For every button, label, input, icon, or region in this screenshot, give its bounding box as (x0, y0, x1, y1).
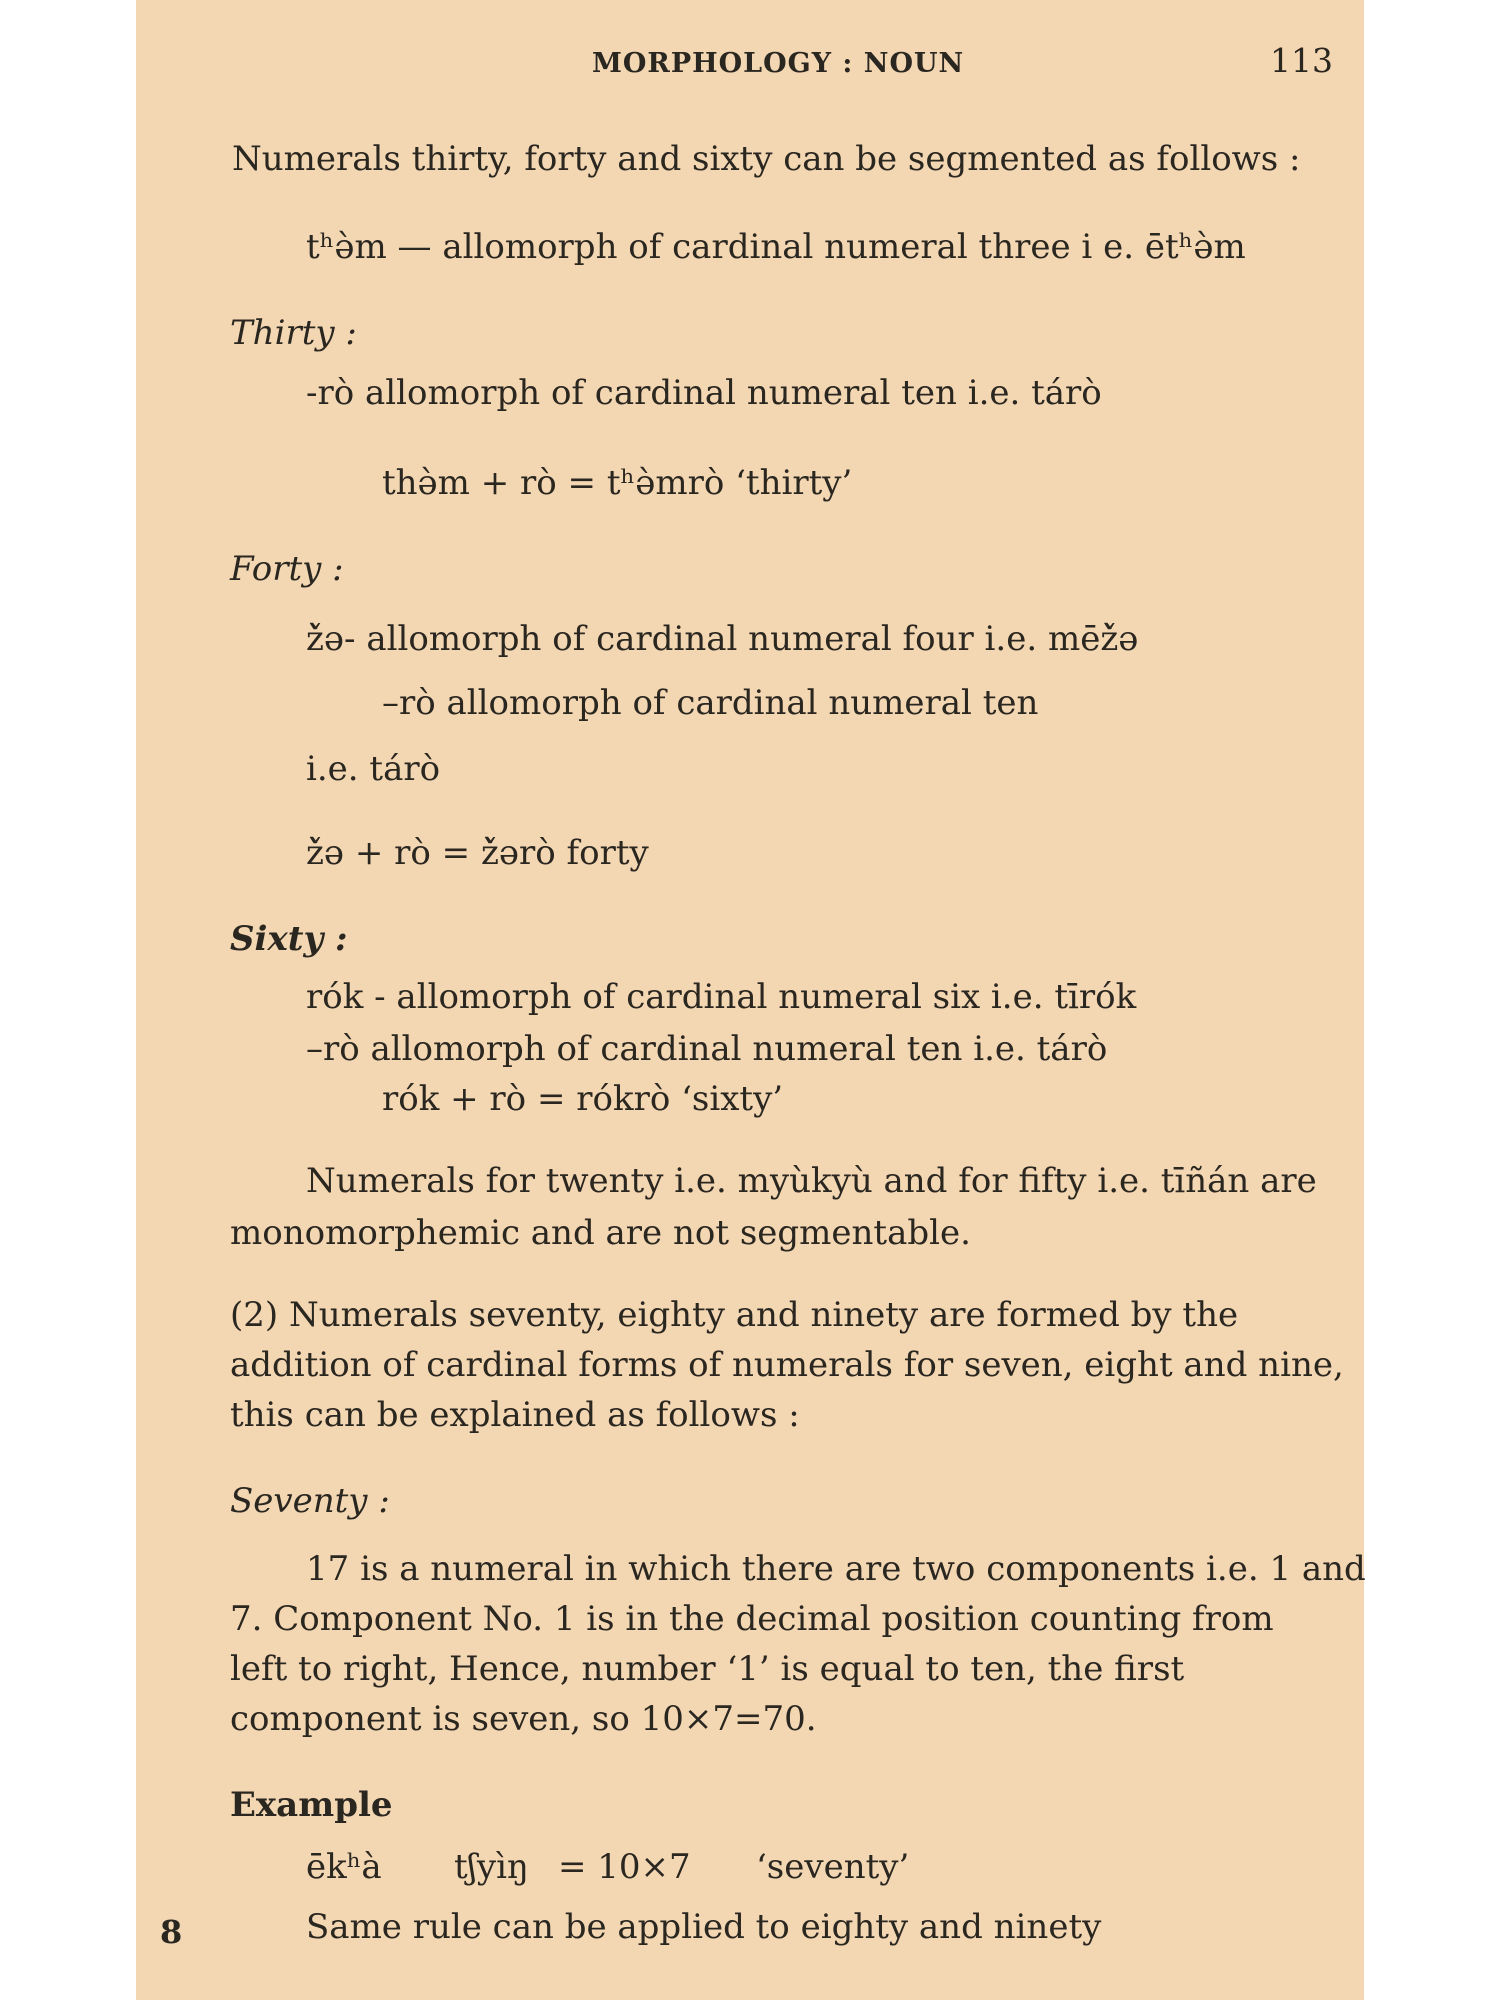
twenty-fifty-line1: Numerals for twenty i.e. myùkyù and for fifty i.e. tīñán are (306, 1161, 1317, 1201)
forty-ten-line: –rò allomorph of cardinal numeral ten (382, 683, 1039, 723)
sixty-heading: Sixty : (230, 919, 348, 959)
seventy-line2: 7. Component No. 1 is in the decimal position counting from (230, 1599, 1274, 1639)
example-gloss: ‘seventy’ (756, 1847, 910, 1887)
seventy-heading: Seventy : (230, 1481, 390, 1521)
section2-line3: this can be explained as follows : (230, 1395, 800, 1435)
sixty-ten-line: –rò allomorph of cardinal numeral ten i.e. tárò (306, 1029, 1108, 1069)
thirty-heading: Thirty : (230, 313, 357, 353)
intro-paragraph: Numerals thirty, forty and sixty can be segmented as follows : (232, 139, 1301, 179)
example-word-ekha: ēkʰà (306, 1847, 382, 1887)
forty-ie-line: i.e. tárò (306, 749, 441, 789)
sixty-allomorph-line: rók - allomorph of cardinal numeral six i.e. tīrók (306, 977, 1137, 1017)
signature-mark: 8 (160, 1913, 183, 1951)
example-word-tfying: tʃyìŋ (454, 1847, 529, 1887)
section2-line1: (2) Numerals seventy, eighty and ninety are formed by the (230, 1295, 1239, 1335)
forty-heading: Forty : (230, 549, 344, 589)
thirty-allomorph-line: -rò allomorph of cardinal numeral ten i.e. tárò (306, 373, 1102, 413)
section2-line2: addition of cardinal forms of numerals for seven, eight and nine, (230, 1345, 1344, 1385)
sixty-formula: rók + rò = rókrò ‘sixty’ (382, 1079, 784, 1119)
example-equation: = 10×7 (558, 1847, 691, 1887)
tham-allomorph-line: tʰə̀m — allomorph of cardinal numeral three i e. ētʰə̀m (306, 227, 1246, 267)
forty-formula: ž̀ə + rò = ž̀ərò forty (306, 833, 649, 873)
example-heading: Example (230, 1785, 393, 1825)
seventy-line4: component is seven, so 10×7=70. (230, 1699, 817, 1739)
seventy-line3: left to right, Hence, number ‘1’ is equal to ten, the first (230, 1649, 1185, 1689)
forty-allomorph-line: ž̀ə- allomorph of cardinal numeral four i.e. mēž̀ə (306, 619, 1139, 659)
seventy-line1: 17 is a numeral in which there are two components i.e. 1 and (306, 1549, 1366, 1589)
page-number: 113 (1270, 41, 1333, 80)
example-rule-line: Same rule can be applied to eighty and ninety (306, 1907, 1102, 1947)
twenty-fifty-line2: monomorphemic and are not segmentable. (230, 1213, 971, 1253)
running-title: MORPHOLOGY : NOUN (592, 48, 965, 79)
thirty-formula: thə̀m + rò = tʰə̀mrò ‘thirty’ (382, 463, 853, 503)
